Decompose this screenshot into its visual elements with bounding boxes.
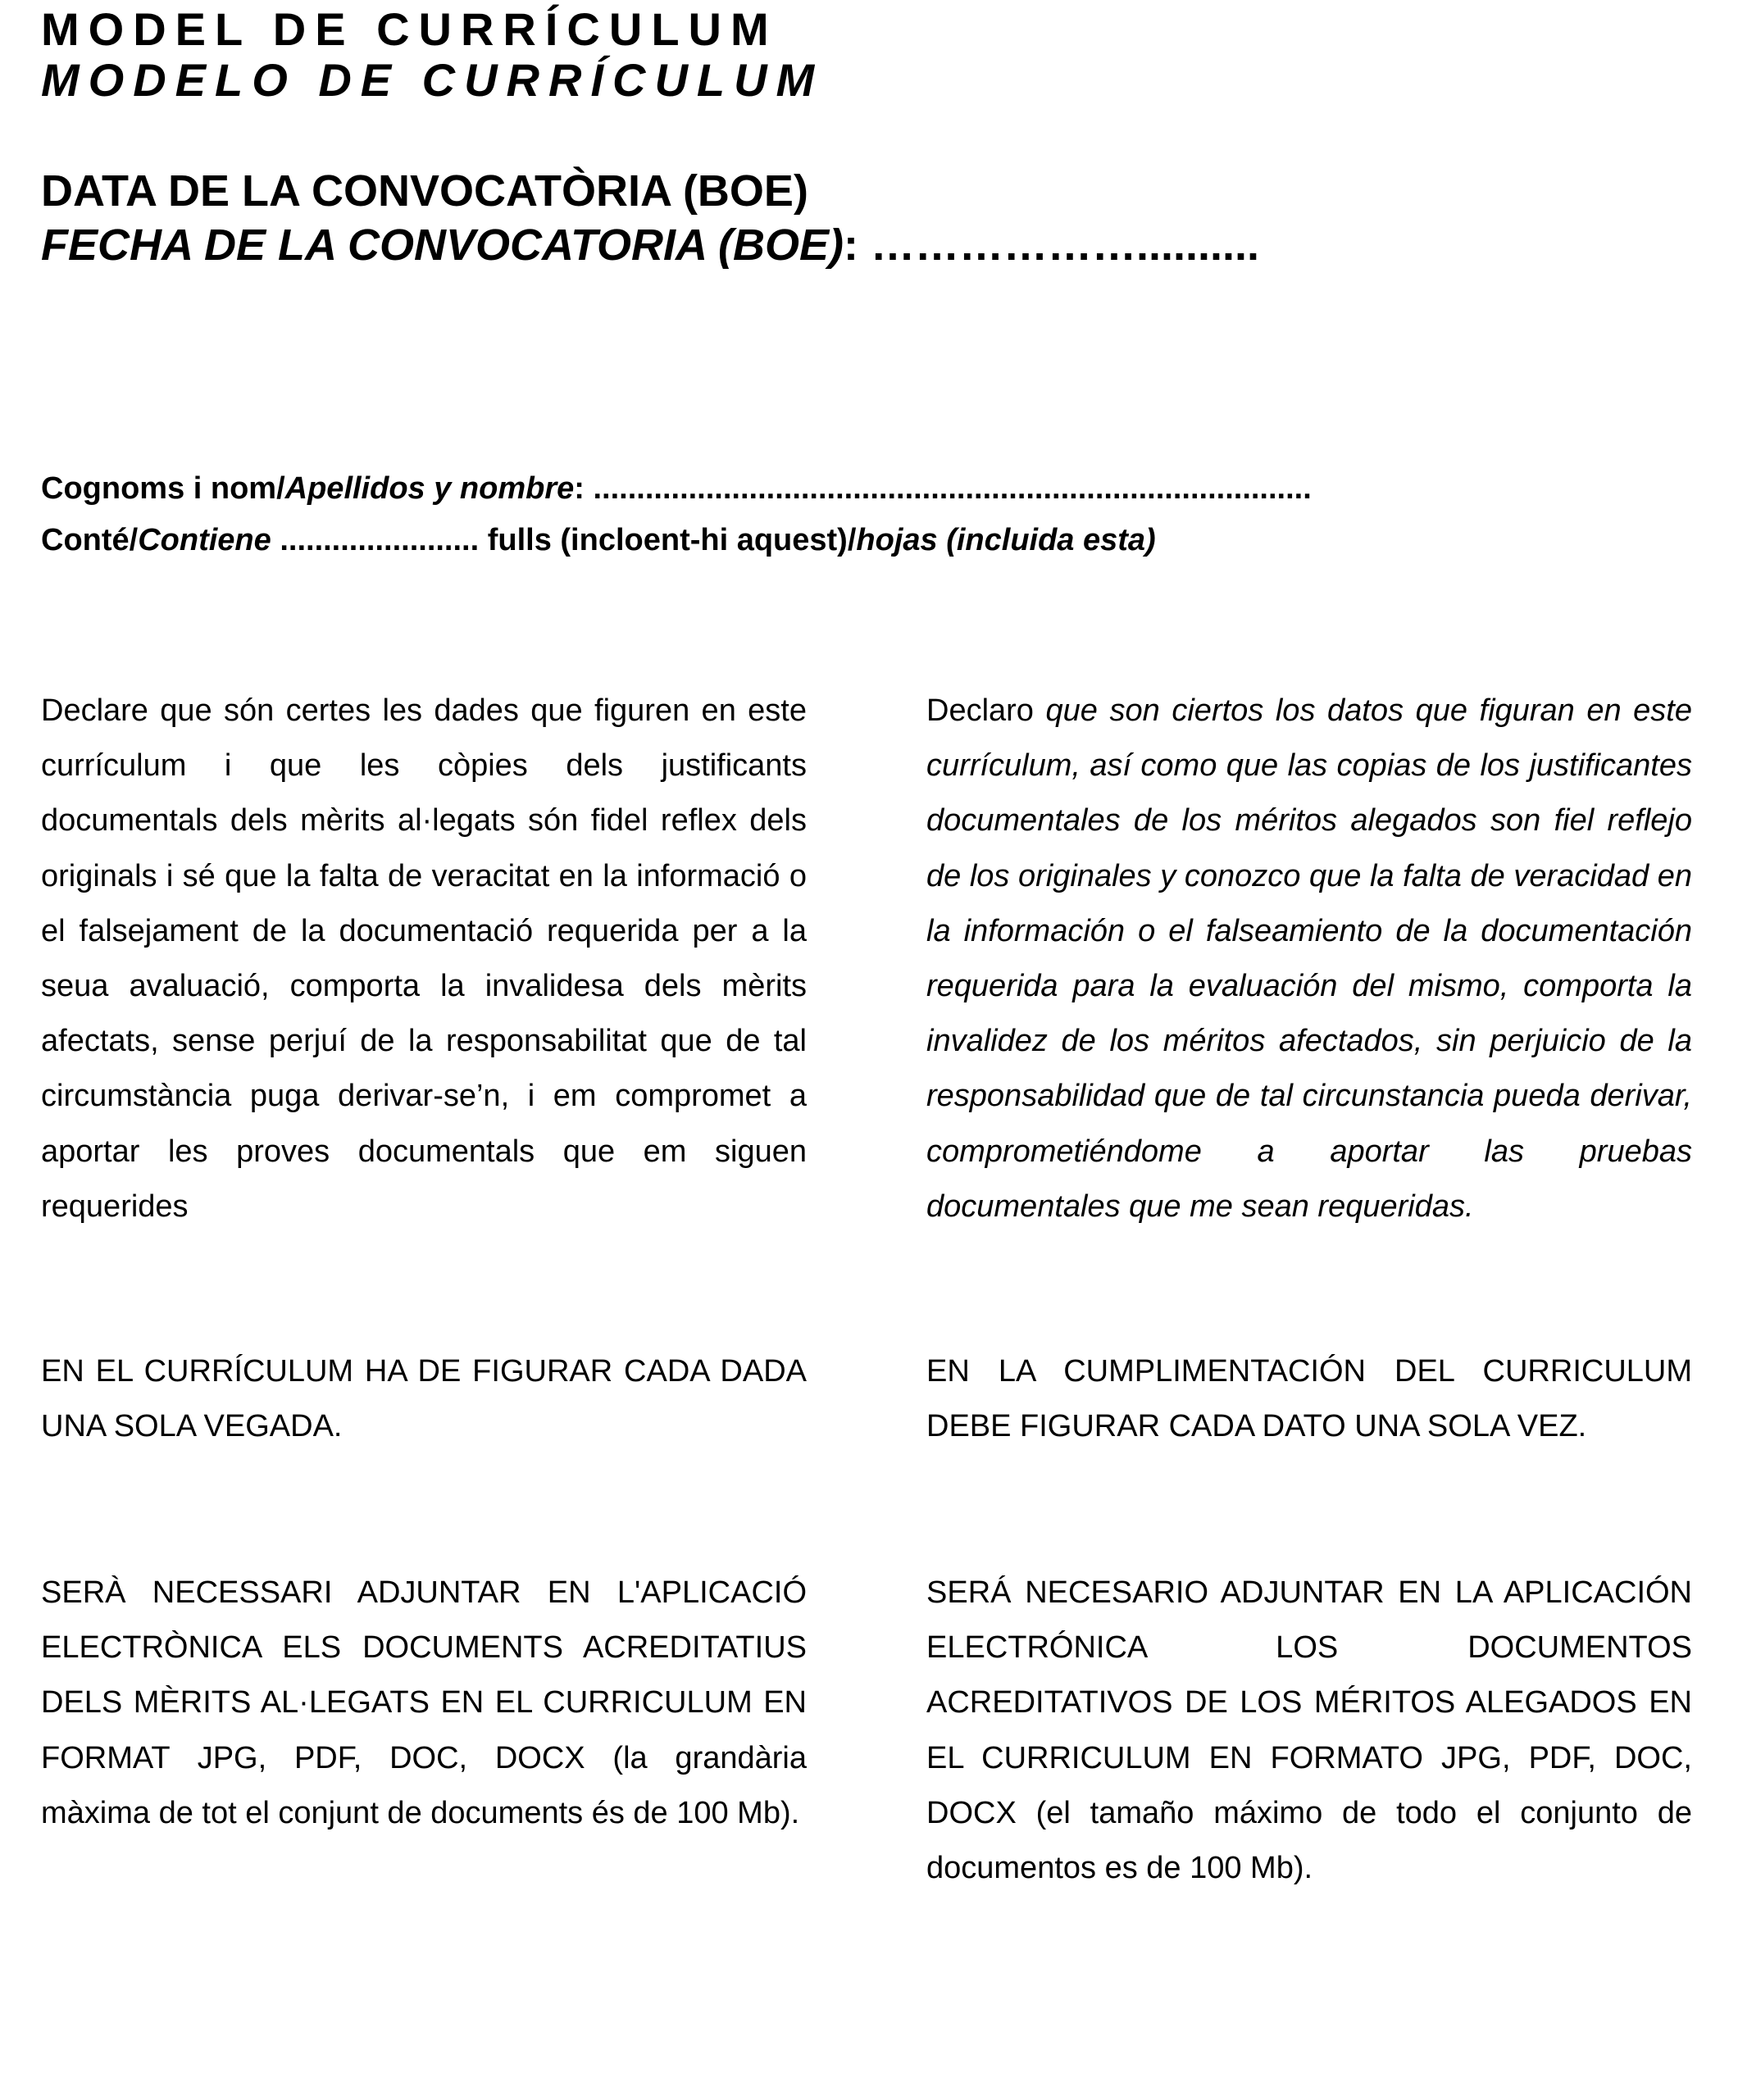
pages-label-catalan: Conté/ [41, 523, 139, 557]
convocatoria-date-blank: ……………….......... [858, 220, 1260, 270]
pages-field [41, 521, 1156, 559]
convocatoria-label-catalan: DATA DE LA CONVOCATÒRIA (BOE) [41, 166, 808, 216]
declaration-spanish-body: que son ciertos los datos que figuran en este currículum, así como que las copias de los justificantes documentales de los méritos alegados son fiel reflejo de los originales y conozco que la falta de veracidad en la información o el falseamiento de la documentación requerida para la evaluación del mismo, comporta la invalidez de los méritos afectados, sin perjuicio de la responsabilidad que de tal circunstancia pueda derivar, comprometiéndome a aportar las pruebas documentales que me sean requeridas. [926, 693, 1692, 1224]
pages-label-spanish: Contiene [138, 523, 271, 557]
name-blank: : ................................................................................... [574, 471, 1312, 506]
declaration-spanish [926, 684, 1692, 1234]
notice-once-catalan: EN EL CURRÍCULUM HA DE FIGURAR CADA DADA UNA SOLA VEGADA. [41, 1354, 807, 1444]
convocatoria-line-spanish [41, 218, 1259, 272]
notice-attach-catalan: SERÀ NECESSARI ADJUNTAR EN L'APLICACIÓ ELECTRÒNICA ELS DOCUMENTS ACREDITATIUS DELS MÈRITS AL·LEGATS EN EL CURRICULUM EN FORMAT JPG, PDF, DOC, DOCX (la grandària màxima de tot el conjunt de documents és de 100 Mb). [41, 1575, 807, 1830]
convocatoria-separator: : [844, 220, 858, 270]
convocatoria-label-spanish: FECHA DE LA CONVOCATORIA (BOE) [41, 220, 844, 270]
declaration-spanish-lead: Declaro [926, 693, 1046, 728]
notice-once-spanish: EN LA CUMPLIMENTACIÓN DEL CURRICULUM DEBE FIGURAR CADA DATO UNA SOLA VEZ. [926, 1354, 1692, 1444]
name-label-catalan: Cognoms i nom/ [41, 471, 285, 506]
title-catalan: MODEL DE CURRÍCULUM [41, 3, 778, 55]
name-field [41, 470, 1312, 507]
notice-attach-spanish: SERÁ NECESARIO ADJUNTAR EN LA APLICACIÓN ELECTRÓNICA LOS DOCUMENTOS ACREDITATIVOS DE LOS MÉRITOS ALEGADOS EN EL CURRICULUM EN FORMATO JPG, PDF, DOC, DOCX (el tamaño máximo de todo el conjunto de documentos es de 100 Mb). [926, 1575, 1692, 1886]
title-spanish: MODELO DE CURRÍCULUM [41, 54, 824, 106]
name-label-spanish: Apellidos y nombre [284, 471, 575, 506]
pages-suffix-spanish: hojas (incluida esta) [856, 523, 1156, 557]
declaration-catalan: Declare que són certes les dades que figuren en este currículum i que les còpies dels justificants documentals dels mèrits al·legats són fidel reflex dels originals i sé que la falta de veracitat en la informació o el falsejament de la documentació requerida per a la seua avaluació, comporta la invalidesa dels mèrits afectats, sense perjuí de la responsabilitat que de tal circumstància puga derivar-se’n, i em compromet a aportar les proves documentals que em siguen requerides [41, 693, 807, 1224]
pages-blank: ....................... fulls (incloent-hi aquest)/ [271, 523, 857, 557]
